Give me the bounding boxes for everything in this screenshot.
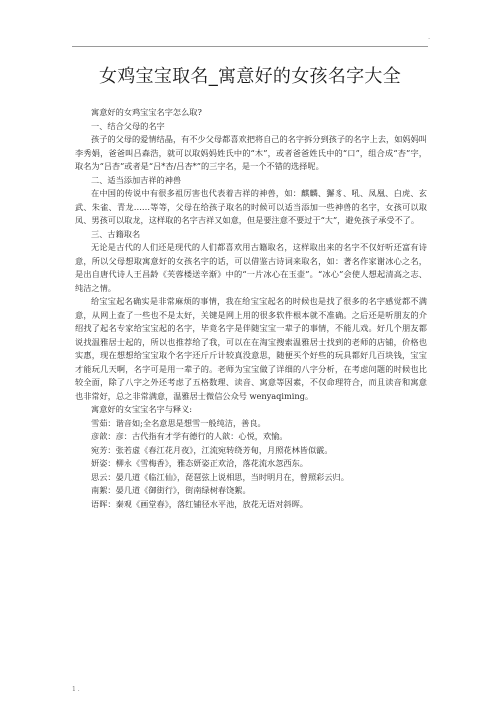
name-item: 妍姿：柳永《雪梅香》，雅态妍姿正欢洽，落花流水忽西东。 <box>91 458 308 468</box>
article-body <box>75 106 427 511</box>
section-heading-3: 三、古籍取名 <box>91 228 141 239</box>
section-body-2: 在中国的传说中有很多祖厉害也代表着吉祥的神兽，如：麒麟、獬豸、吼、凤凰、白虎、玄武、朱雀、青龙……等等，父母在给孩子取名的时候可以适当添加一些神兽的名字，女孩可以取凤、男孩可以取龙，这样取的名字吉祥又如意，但是要注意不要过于“大”，避免孩子承受不了。 <box>75 188 427 225</box>
name-item: 雪茹：谐音如;全名意思是想雪一般纯洁，善良。 <box>91 417 266 428</box>
name-item: 语晖：秦观《画堂春》，落红铺径水平池，放花无语对斜晖。 <box>91 498 308 509</box>
recommendation-paragraph: 给宝宝起名确实是非常麻烦的事情，我在给宝宝起名的时候也是找了很多的名字感觉都不满意，从网上查了一些也不是太好，关键是网上用的很多软件根本就不准确。之后还是听朋友的介绍找了起名专家给宝宝起的名字，毕竟名字是伴随宝宝一辈子的事情，不能儿戏。好几个朋友都说找温雅居士起的，所以也推荐给了我，可以在在淘宝搜索温雅居士找到的老师的店铺，价格也实惠，现在想想给宝宝取个名字还斤斤计较真没意思，随便买个好些的玩具都好几百块钱，宝宝才能玩几天啊，名字可是用一辈子的。老师为宝宝做了详细的八字分析，在考虑问题的时候也比较全面，除了八字之外还考虑了五格数理、读音、寓意等因素，不仅命理符合，而且读音和寓意也非常好，总之非常满意，温雅居士微信公众号 wenyaqiming。 <box>75 296 427 401</box>
name-item: 彦歆：彦：古代指有才学有德行的人歆：心悦，欢愉。 <box>91 431 288 441</box>
names-list-heading: 寓意好的女宝宝名字与释义: <box>91 404 193 414</box>
intro-question: 寓意好的女鸡宝宝名字怎么取? <box>91 107 202 117</box>
name-item: 思云：晏几道《临江仙》，琵琶弦上说相思，当时明月在，曾照彩云归。 <box>91 471 349 482</box>
name-item: 南絮：晏几道《御街行》，街南绿树春饶絮。 <box>91 485 251 495</box>
section-heading-2: 二、适当添加吉祥的神兽 <box>91 174 182 185</box>
header-rule <box>72 46 428 47</box>
page-number: 1 . <box>72 686 80 693</box>
page-title: 女鸡宝宝取名_寓意好的女孩名字大全 <box>98 66 402 87</box>
corner-mark: · <box>428 36 430 43</box>
section-body-1: 孩子的父母的爱情结晶，有不少父母都喜欢把将自己的名字拆分到孩子的名字上去，如妈妈叫李秀娟，爸爸叫吕森浩，就可以取妈妈姓氏中的“木”，或者爸爸姓氏中的“口”，组合成“杏”字，取名为“吕杏”或者是“吕*杏/吕杏*”的三字名，是一个不错的选择呢。 <box>75 134 427 171</box>
section-body-3: 无论是古代的人们还是现代的人们都喜欢用古籍取名，这样取出来的名字不仅好听还富有诗意，所以父母想取寓意好的女孩名字的话，可以借鉴古诗词来取名，如：著名作家谢冰心之名，是出自唐代诗人王昌龄《芙蓉楼送辛渐》中的“一片冰心在玉壶”。“冰心”会使人想起清高之志、纯洁之情。 <box>75 242 427 293</box>
section-heading-1: 一、结合父母的名字 <box>91 120 165 131</box>
name-item: 宛芳：张若虚《春江花月夜》，江流宛转绕芳甸，月照花林皆似霰。 <box>91 444 333 455</box>
